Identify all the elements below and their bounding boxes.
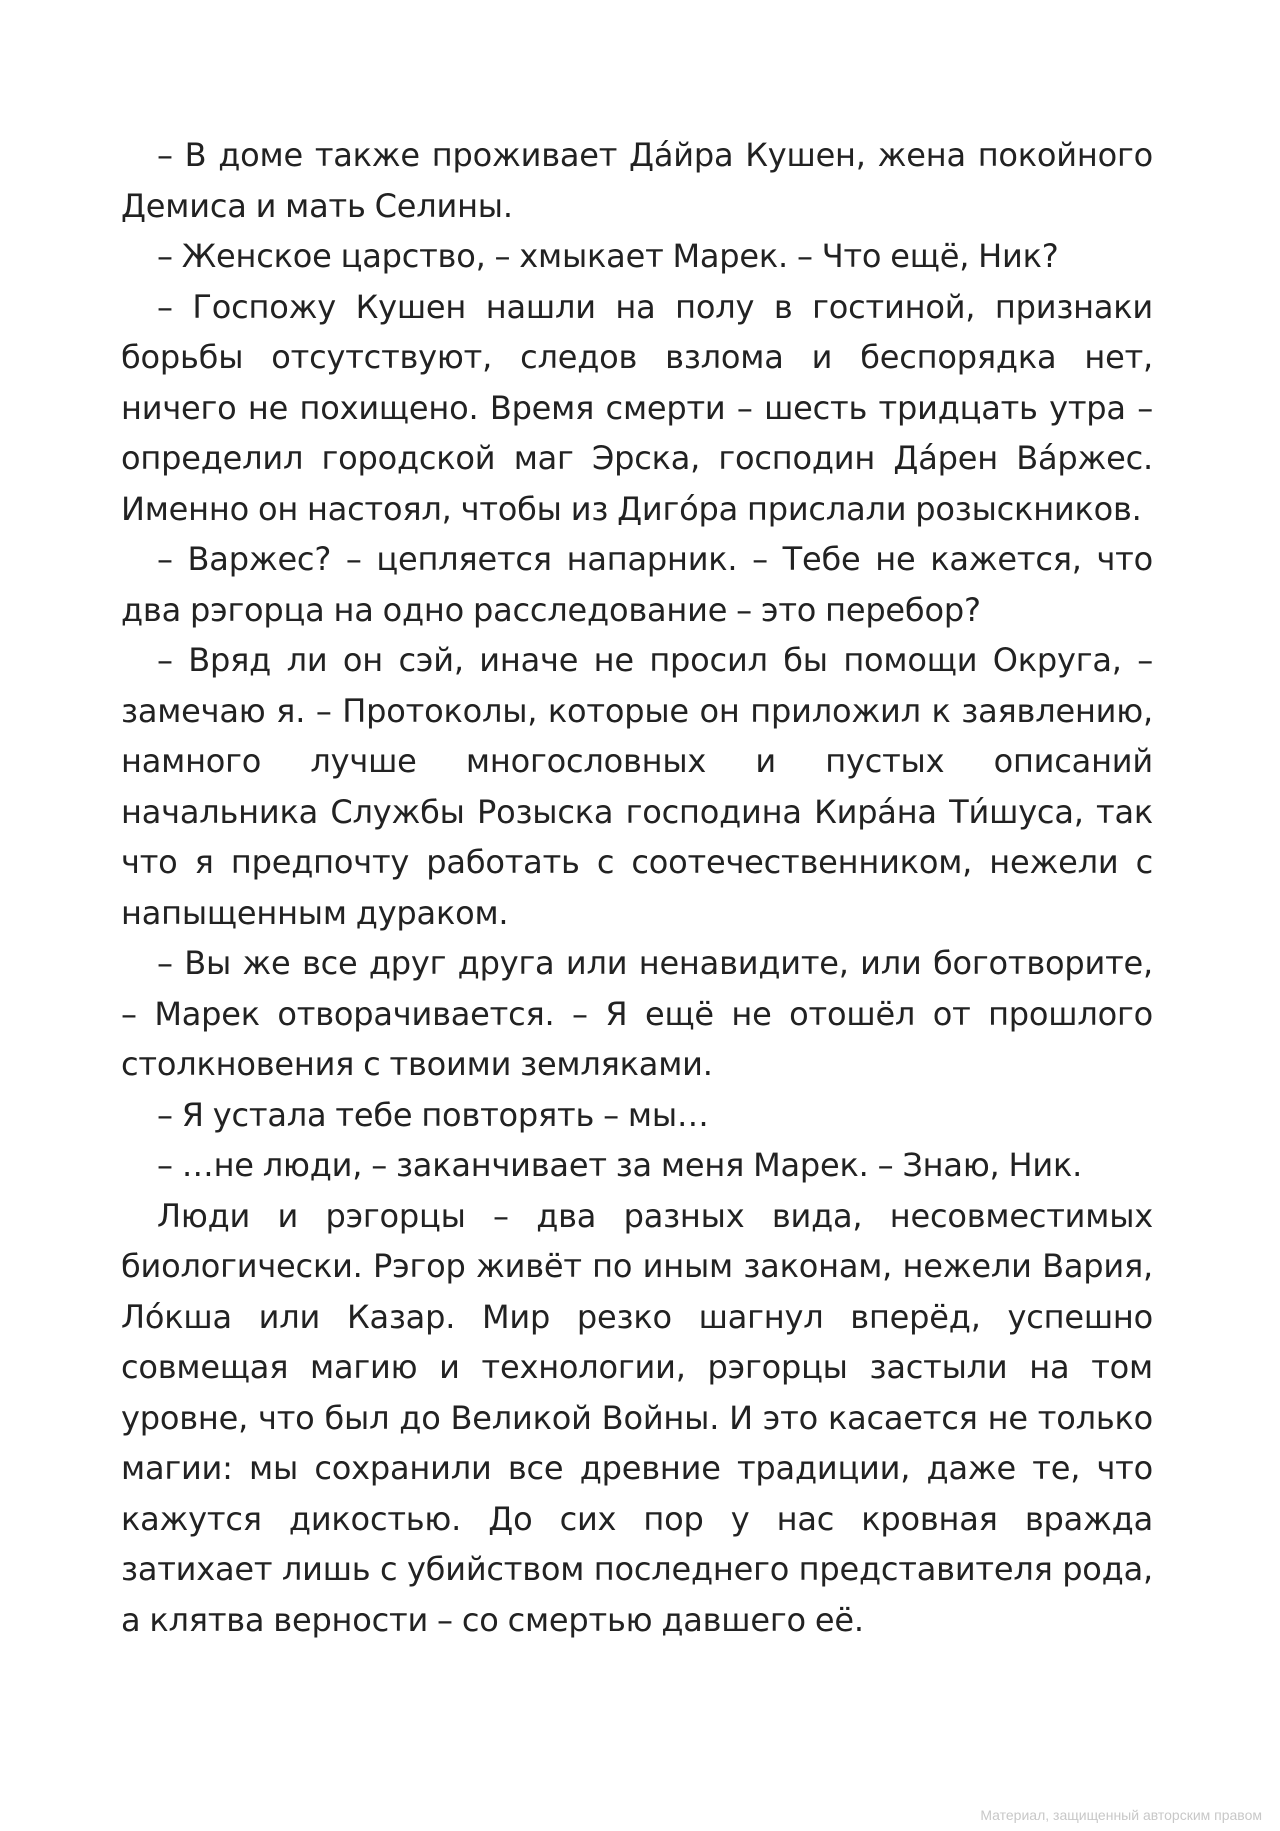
copyright-watermark: Материал, защищенный авторским правом bbox=[980, 1807, 1262, 1823]
paragraph-3: – Госпожу Кушен нашли на полу в гостиной, признаки борьбы отсутствуют, следов взлома и беспорядка нет, ничего не похищено. Время смерти – шесть тридцать утра – определил городской маг Эрска, господин Да́рен Ва́ржес. Именно он настоял, чтобы из Диго́ра прислали розыскников. bbox=[121, 287, 1153, 528]
paragraph-4: – Варжес? – цепляется напарник. – Тебе не кажется, что два рэгорца на одно расследование – это перебор? bbox=[121, 540, 1153, 629]
page-body bbox=[121, 130, 1153, 1645]
paragraph-1: – В доме также проживает Да́йра Кушен, жена покойного Демиса и мать Селины. bbox=[121, 136, 1153, 225]
paragraph-8: – …не люди, – заканчивает за меня Марек. – Знаю, Ник. bbox=[157, 1146, 1083, 1184]
paragraph-2: – Женское царство, – хмыкает Марек. – Что ещё, Ник? bbox=[157, 237, 1059, 275]
paragraph-6: – Вы же все друг друга или ненавидите, или боготворите, – Марек отворачивается. – Я ещё не отошёл от прошлого столкновения с твоими земляками. bbox=[121, 944, 1153, 1083]
paragraph-5: – Вряд ли он сэй, иначе не просил бы помощи Округа, – замечаю я. – Протоколы, которые он приложил к заявлению, намного лучше многословных и пустых описаний начальника Службы Розыска господина Кира́на Ти́шуса, так что я предпочту работать с соотечественником, нежели с напыщенным дураком. bbox=[121, 641, 1153, 932]
paragraph-7: – Я устала тебе повторять – мы… bbox=[157, 1095, 709, 1134]
paragraph-9: Люди и рэгорцы – два разных вида, несовместимых биологически. Рэгор живёт по иным законам, нежели Вария, Ло́кша или Казар. Мир резко шагнул вперёд, успешно совмещая магию и технологии, рэгорцы застыли на том уровне, что был до Великой Войны. И это касается не только магии: мы сохранили все древние традиции, даже те, что кажутся дикостью. До сих пор у нас кровная вражда затихает лишь с убийством последнего представителя рода, а клятва верности – со смертью давшего её. bbox=[121, 1196, 1153, 1639]
